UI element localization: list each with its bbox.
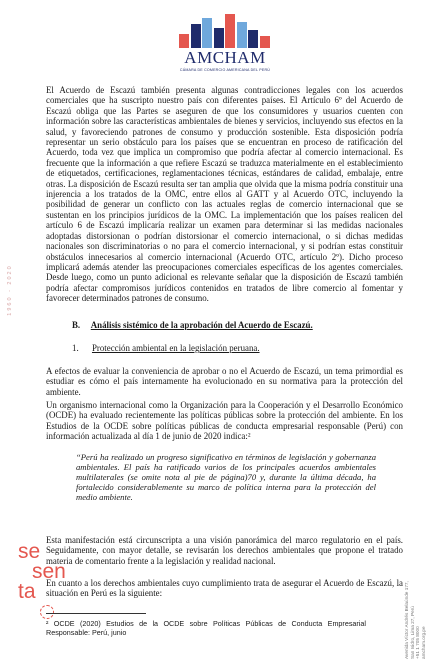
logo-bar [202,18,212,48]
globe-icon [40,605,54,619]
amcham-logo [175,14,275,76]
paragraph-escazu-contradictions: El Acuerdo de Escazú también presenta algunas contradicciones legales con los acuerdos comerciales que ha suscripto nuestro país con diferentes países. El Artículo 6º del Acuerdo de Escazú obliga que las Partes se aseguren de que los consumidores y usuarios cuenten con información sobre las características ambientales de bienes y servicios, incluyendo sus efectos en la salud, y favoreciendo patrones de consumo y producción sostenible. Esta disposición podría representar un serio obstáculo para los países que se encuentran en proceso de ratificación del Acuerdo, toda vez que implica un compromiso que podría afectar al comercio internacional. Es frecuente que la información a que refiere Escazú se traduzca materialmente en el establecimiento de etiquetados, certificaciones, reglamentaciones técnicas, estándares de calidad, embalaje, entre otras. La disposición de Escazú resulta ser tan amplia que olvida que la misma podría constituir una injerencia a los tratados de la OMC, entre ellos al GATT y al Acuerdo OTC, incluyendo la posibilidad de generar un conflicto con las actuales reglas de comercio internacional que se sustentan en los principios jurídicos de la OMC. La implementación que los países realicen del artículo 6 de Escazú implicaría realizar un examen para determinar si las medidas nacionales adoptadas distorsionan o podrían distorsionar el comercio internacional, o si dichas medidas nacionales son discriminatorias o no para el comercio internacional, y si podrían estas constituir obstáculos innecesarios al comercio internacional (Acuerdo OTC, artículo 2º). Dicho proceso implicará además atender las preocupaciones comerciales específicas de los agentes comerciales. Desde luego, como un punto adicional es relevante señalar que la disposición de Escazú también podría afectar compromisos jurídicos contenidos en tratados de libre comercio al fomentar y favorecer determinados patrones de consumo. [46,85,403,304]
block-quote: “Perú ha realizado un progreso significativo en términos de legislación y gobernanza ambientales. El país ha ratificado varios de los principales acuerdos ambientales multilaterales (se omite nota al pie de página)70 y, durante la última década, ha fortalecido considerablemente su marco de política interna para la protección del medio ambiente. [76,452,376,502]
subsection-marker-1: 1. [72,343,79,353]
sesenta-line-1: se [18,540,41,563]
subsection-heading-1 [72,343,260,353]
logo-bar [248,30,258,48]
logo-bar [179,34,189,48]
logo-bar [260,36,270,48]
logo-subtitle: CÁMARA DE COMERCIO AMERICANA DEL PERÚ [179,68,271,72]
section-marker-b: B. [72,320,81,330]
logo-skyline-bars [179,14,271,48]
logo-bar [237,22,247,48]
sesenta-line-2: sen [32,560,66,583]
address-phone: +51 1 705 8000 [415,626,421,659]
subsection-title-1: Protección ambiental en la legislación peruana. [91,343,260,353]
logo-bar [214,28,224,48]
section-title-b: Análisis sistémico de la aprobación del Acuerdo de Escazú. [90,320,313,330]
paragraph-evaluation: A efectos de evaluar la conveniencia de aprobar o no el Acuerdo de Escazú, un tema primordial es estudiar es cómo el país internamente ha evolucionado en su normativa para la protección del ambiente. [46,366,403,397]
paragraph-ocde: Un organismo internacional como la Organización para la Cooperación y el Desarrollo Económico (OCDE) ha evaluado recientemente las políticas públicas sobre la protección del ambiente. En los Estudios de la OCDE sobre políticas públicas de conducta empresarial responsable (Perú) con información actualizada al día 1 de junio de 2020 indica:² [46,400,403,442]
address-line-2: San Isidro, Lima 27, Perú [409,606,415,659]
anniversary-years: 1960 - 2020 [7,264,13,316]
footnote-separator [46,613,146,614]
section-heading-b [72,320,313,330]
paragraph-panoramic-view: Esta manifestación está circunscripta a una visión panorámica del marco regulatorio en el país. Seguidamente, con mayor detalle, se revisarán los derechos ambientales que propone el tratado materia de comentario frente a la legislación y realidad nacional. [46,535,403,566]
logo-bar [191,24,201,48]
sesenta-line-3: ta [18,580,36,603]
logo-wordmark: AMCHAM [184,48,266,67]
address-block [404,519,432,659]
address-website: amcham.org.pe [420,626,426,659]
logo-bar [225,14,235,48]
paragraph-environmental-rights: En cuanto a los derechos ambientales cuyo cumplimiento trata de asegurar el Acuerdo de Escazú, la situación en Perú es la siguiente: [46,578,403,599]
address-line-1: Avenida Víctor Andrés Belaúnde 177, [404,581,409,659]
footnote: ² OCDE (2020) Estudios de la OCDE sobre Políticas Públicas de Conducta Empresarial Responsable: Perú, junio [46,619,366,637]
